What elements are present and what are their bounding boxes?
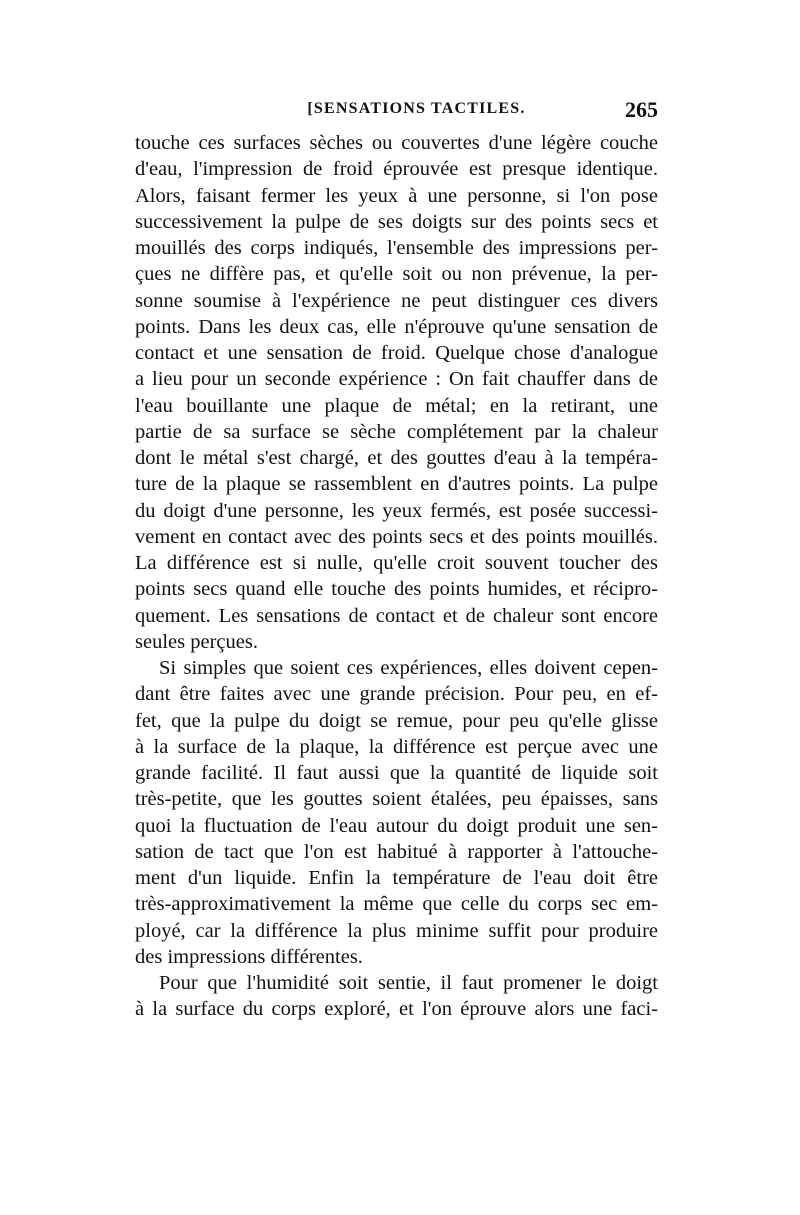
text-line: çues ne diffère pas, et qu'elle soit ou non prévenue, la per- [135,263,658,286]
text-line: très-approximativement la même que celle du corps sec em- [135,893,658,916]
text-line: ment d'un liquide. Enfin la température de l'eau doit être [135,867,658,889]
text-line: mouillés des corps indiqués, l'ensemble des impressions per- [135,237,658,259]
text-line: sation de tact que l'on est habitué à rapporter à l'attouche- [135,840,658,863]
text-line: Alors, faisant fermer les yeux à une personne, si l'on pose [135,184,658,207]
text-line: grande facilité. Il faut aussi que la quantité de liquide soit [135,762,658,784]
text-line: Pour que l'humidité soit sentie, il faut promener le doigt [159,972,658,994]
text-line: dont le métal s'est chargé, et des gouttes d'eau à la tempéra- [135,447,658,469]
text-line: seules perçues. [135,630,258,653]
running-title: [SENSATIONS TACTILES. [307,100,526,117]
text-line: à la surface de la plaque, la différence est perçue avec une [135,735,658,758]
text-line: points secs quand elle touche des points humides, et récipro- [135,578,658,601]
body-text [135,130,658,1023]
text-line: l'eau bouillante une plaque de métal; en la retirant, une [135,394,658,417]
page-number: 265 [625,97,658,122]
text-line: ployé, car la différence la plus minime suffit pour produire [135,919,658,942]
text-line: quoi la fluctuation de l'eau autour du doigt produit une sen- [135,814,658,837]
text-line: partie de sa surface se sèche complétement par la chaleur [135,420,658,443]
text-line: des impressions différentes. [135,945,363,968]
text-line: à la surface du corps exploré, et l'on éprouve alors une faci- [135,998,658,1021]
text-line: ture de la plaque se rassemblent en d'autres points. La pulpe [135,473,658,496]
text-line: vement en contact avec des points secs et des points mouillés. [135,525,658,548]
text-line: quement. Les sensations de contact et de chaleur sont encore [135,604,658,627]
text-line: Si simples que soient ces expériences, elles doivent cepen- [159,657,658,679]
text-line: d'eau, l'impression de froid éprouvée est presque identique. [135,158,658,181]
text-line: touche ces surfaces sèches ou couvertes d'une légère couche [135,132,658,154]
text-line: fet, que la pulpe du doigt se remue, pour peu qu'elle glisse [135,709,658,732]
text-line: sonne soumise à l'expérience ne peut distinguer ces divers [135,289,658,312]
text-line: successivement la pulpe de ses doigts sur des points secs et [135,210,658,233]
text-line: points. Dans les deux cas, elle n'éprouve qu'une sensation de [135,315,658,338]
text-line: très-petite, que les gouttes soient étalées, peu épaisses, sans [135,788,658,811]
text-line: du doigt d'une personne, les yeux fermés, est posée successi- [135,499,658,522]
text-line: a lieu pour un seconde expérience : On fait chauffer dans de [135,368,658,391]
running-head [135,97,658,126]
text-line: La différence est si nulle, qu'elle croit souvent toucher des [135,552,658,574]
text-line: contact et une sensation de froid. Quelque chose d'analogue [135,342,658,364]
text-line: dant être faites avec une grande précision. Pour peu, en ef- [135,683,658,706]
